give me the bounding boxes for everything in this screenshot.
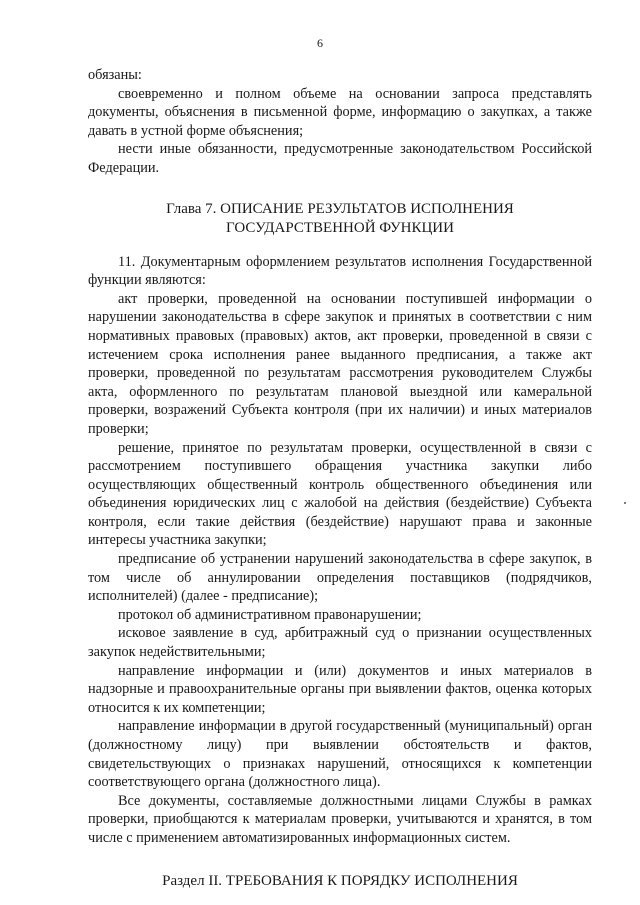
chapter-7-heading-line2: ГОСУДАРСТВЕННОЙ ФУНКЦИИ [226, 219, 454, 236]
paragraph: Все документы, составляемые должностными лицами Службы в рамках проверки, приобщаются к материалам проверки, учитываются и хранятся, в том числе с применением автоматизированных информационных систем. [88, 792, 592, 846]
paragraph: обязаны: [88, 67, 142, 83]
chapter-7-heading [88, 200, 592, 238]
paragraph: своевременно и полном объеме на основании запроса представлять документы, объяснения в письменной форме, информацию о закупках, а также давать в устной форме объяснения; [88, 85, 592, 139]
paragraph: протокол об административном правонарушении; [118, 606, 422, 623]
paragraph: акт проверки, проведенной на основании поступившей информации о нарушении законодательства в сфере закупок и принятых в соответствии с ним нормативных правовых (правовых) актов, акт проверки, проведенной в связи с истечением срока исполнения ранее выданного предписания, а также акт проверки, проведенной по результатам рассмотрения руководителем Службы акта, оформленного по результатам плановой выездной или камеральной проверки, возражений Субъекта контроля (при их наличии) и иных материалов проверки; [88, 290, 592, 437]
paragraph: решение, принятое по результатам проверки, осуществленной в связи с рассмотрением поступившего обращения участника закупки либо осуществляющих общественный контроль общественного объединения или объединения юридических лиц с жалобой на действия (бездействие) Субъекта контроля, если такие действия (бездействие) нарушают права и законные интересы участника закупки; [88, 439, 592, 549]
document-body [88, 66, 592, 891]
paragraph: 11. Документарным оформлением результатов исполнения Государственной функции являются: [88, 253, 592, 289]
page-number: 6 [317, 36, 323, 50]
paragraph: предписание об устранении нарушений законодательства в сфере закупок, в том числе об аннулировании определения поставщиков (подрядчиков, исполнителей) (далее - предписание); [88, 551, 592, 605]
paragraph: нести иные обязанности, предусмотренные законодательством Российской Федерации. [88, 141, 592, 176]
section-2-heading: Раздел II. ТРЕБОВАНИЯ К ПОРЯДКУ ИСПОЛНЕНИЯ [162, 872, 518, 889]
chapter-7-heading-line1: Глава 7. ОПИСАНИЕ РЕЗУЛЬТАТОВ ИСПОЛНЕНИЯ [166, 200, 514, 217]
paragraph: направление информации и (или) документов и иных материалов в надзорные и правоохранительные органы при выявлении фактов, оценка которых относится к их компетенции; [88, 662, 592, 716]
paragraph: исковое заявление в суд, арбитражный суд о признании осуществленных закупок недействительными; [88, 625, 592, 661]
paragraph: направление информации в другой государственный (муниципальный) орган (должностному лицу) при выявлении обстоятельств и фактов, свидетельствующих о признаках нарушений, относящихся к компетенции соответствующего органа (должностного лица). [88, 718, 592, 791]
scan-dot [624, 502, 626, 504]
